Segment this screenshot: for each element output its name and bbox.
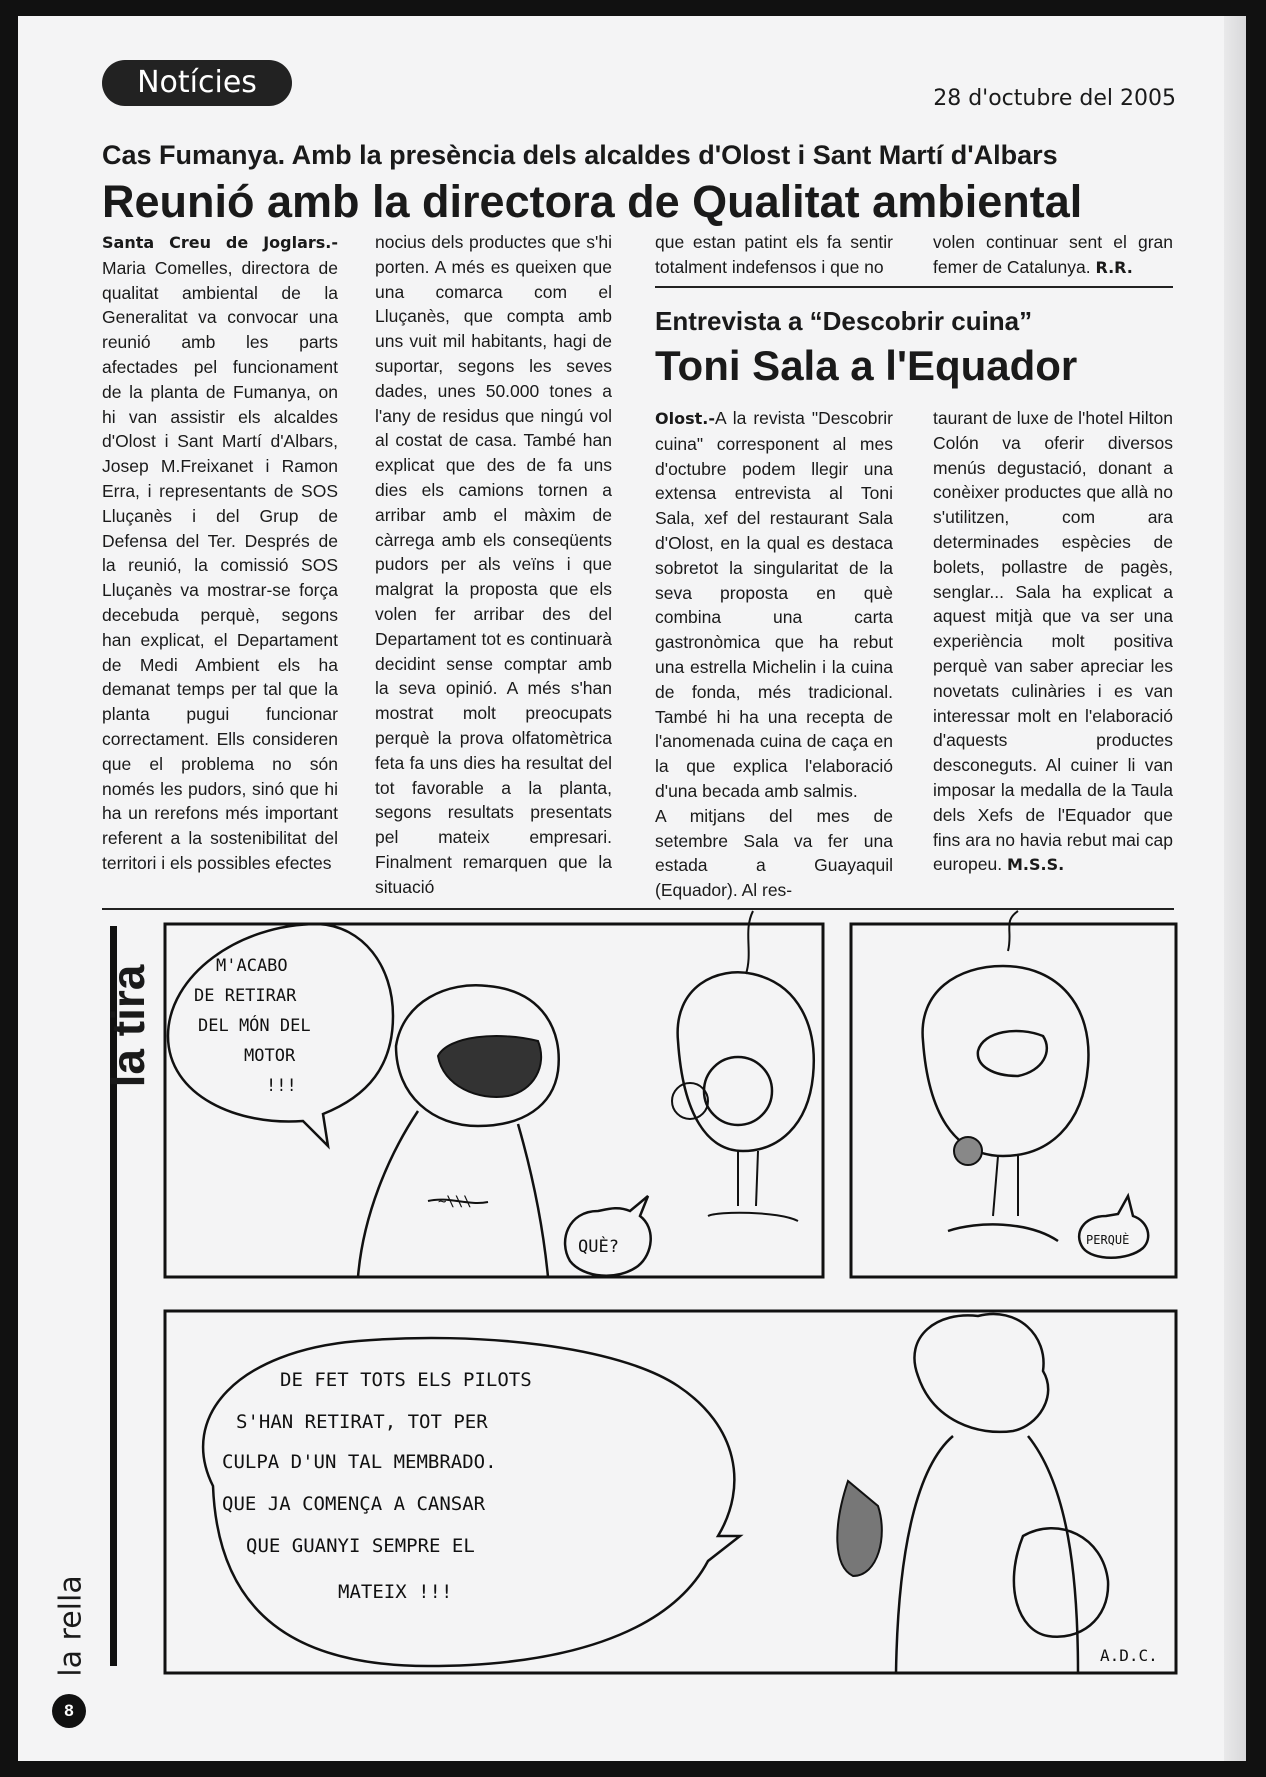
article1-signature: R.R. [1095,257,1133,277]
panel2-old-man-drawing [672,911,814,1221]
page-number: 8 [52,1694,86,1728]
newspaper-page [18,16,1246,1761]
panel3-man-drawing [923,911,1089,1241]
panel4-bubble-line-2: S'HAN RETIRAT, TOT PER [236,1411,488,1433]
panel1-bubble-line-2: DE RETIRAR [194,986,297,1006]
comic-panel-1 [165,924,823,1277]
article1-col2-text: nocius dels productes que s'hi porten. A més es queixen que una comarca com el Lluçanès, que compta amb uns vuit mil habitants, hagi de suportar, segons les seves dades, unes 50.000 tones a l'any de residus que ningú vol al costat de casa. També han explicat que des de fa uns dies els camions tornen a arribar amb el màxim de càrrega amb els conseqüents pudors per als veïns i que malgrat la proposta que els volen fer arribar des del Departament tot es continuarà decidint sense comptar amb la seva opinió. A més s'han mostrat molt preocupats perquè la prova olfatomètrica feta fa uns dies ha resultat del tot favorable a la planta, segons resultats presentats pel mateix empresari. Finalment remarquen que la situació [375,232,612,897]
article2-signature: M.S.S. [1006,855,1065,875]
article2-kicker: Entrevista a “Descobrir cuina” [655,306,1033,336]
panel4-bubble-line-5: QUE GUANYI SEMPRE EL [246,1535,475,1557]
section-label: Notícies [102,60,292,106]
article1-headline: Reunió amb la directora de Qualitat ambiental [102,176,1083,227]
panel1-bubble-line-5: !!! [266,1076,297,1096]
comic-panel-3 [851,924,1176,1277]
panel4-bubble-line-1: DE FET TOTS ELS PILOTS [280,1369,532,1391]
panel1-bubble-line-3: DEL MÓN DEL [198,1016,311,1036]
panel1-helmet-rider-drawing [358,985,559,1277]
panel2-bubble-text: QUÈ? [578,1237,619,1257]
article2-lead: Olost.- [655,409,715,428]
panel3-speech-bubble [1079,1196,1148,1258]
article1-col1-text: Maria Comelles, directora de qualitat ambiental de la Generalitat va convocar una reunió amb les parts afectades pel funcionament de la planta de Fumanya, on hi van assistir els alcaldes d'Olost i Sant Martí d'Albars, Josep M.Freixanet i Ramon Erra, i representants de SOS Lluçanès i del Grup de Defensa del Ter. Després de la reunió, la comissió SOS Lluçanès va mostrar-se força decebuda perquè, segons han explicat, el Departament de Medi Ambient els ha demanat temps per tal que la planta pugui funcionar correctament. Ells consideren que el problema no són només les pudors, sinó que hi ha un rerefons més important referent a la sostenibilitat del territori i els possibles efectes [102,257,338,873]
publication-name: la rella [53,1575,89,1677]
panel4-bubble-line-4: QUE JA COMENÇA A CANSAR [222,1493,486,1515]
panel2-speech-bubble [565,1196,651,1276]
article1-col4-text: volen continuar sent el gran femer de Catalunya. [933,232,1173,277]
comic-strip [18,16,1246,1761]
article2-col1-text: A la revista "Descobrir cuina" corresponent al mes d'octubre podem llegir una extensa entrevista al Toni Sala, xef del restaurant Sala d'Olost, en la qual es destaca sobretot la singularitat de la seva proposta en què combina una carta gastronòmica que ha rebut una estrella Michelin i la cuina de fonda, més tradicional. També hi ha una recepta de l'anomenada cuina de caça en la que explica l'elaboració d'una becada amb salmis. [655,408,893,801]
comic-artist-signature: A.D.C. [1100,1646,1158,1665]
panel1-sound-effect: ~\\\ [438,1194,472,1210]
article2-headline: Toni Sala a l'Equador [655,342,1078,389]
article2-col1b-text: A mitjans del mes de setembre Sala va fer una estada a Guayaquil (Equador). Al res- [655,805,893,901]
panel4-bubble-line-6: MATEIX !!! [338,1581,453,1603]
panel3-bubble-text: PERQUÈ [1086,1233,1130,1247]
panel1-bubble-line-4: MOTOR [244,1046,296,1066]
issue-date: 28 d'octubre del 2005 [933,86,1176,111]
comic-section-label: la tira [102,964,154,1088]
panel4-bubble-line-3: CULPA D'UN TAL MEMBRADO. [222,1451,497,1473]
article1-lead: Santa Creu de Joglars.- [102,233,338,252]
article1-kicker: Cas Fumanya. Amb la presència dels alcaldes d'Olost i Sant Martí d'Albars [102,140,1058,170]
article1-col3-text: que estan patint els fa sentir totalment indefensos i que no [655,232,893,277]
panel4-curly-man-drawing [837,1314,1108,1673]
article2-col2-text: taurant de luxe de l'hotel Hilton Colón va oferir diversos menús degustació, donant a conèixer productes que allà no s'utilitzen, com ara determinades espècies de bolets, pollastre de pagès, senglar... Sala ha explicat a aquest mitjà que va ser una experiència molt positiva perquè van saber apreciar les novetats culinàries i es van interessar molt en l'elaboració d'aquests productes desconeguts. Al cuiner li van imposar la medalla de la Taula dels Xefs de l'Equador que fins ara no havia rebut mai cap europeu. [933,408,1173,875]
panel1-bubble-line-1: M'ACABO [216,956,288,976]
